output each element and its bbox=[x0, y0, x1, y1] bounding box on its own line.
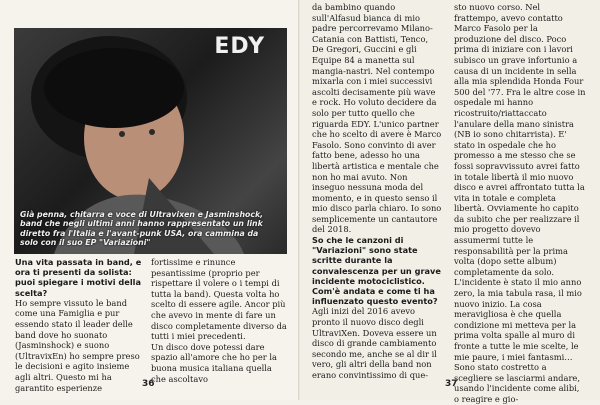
answer-paragraph-4: da bambino quando sull'Alfasud bianca di mio padre percorrevamo Milano-Catania con Battisti, Tenco, De Gregori, Guccini e gli Equipe 84 a manetta sul mangia-nastri. Nel contempo mixarla con i miei successivi ascolti decisamente più wave e rock. Ho voluto decidere da solo per tutto quello che riguarda EDY. L'unico partner che ho scelto di avere è Marco Fasolo. Sono convinto di aver fatto bene, adesso ho una libertà artistica e mentale che non ho mai avuto. Non inseguo nessuna moda del momento, e in questo senso il mio disco parla chiaro. Io sono semplicemente un cantautore del 2018. bbox=[312, 2, 442, 235]
column-2 bbox=[151, 257, 287, 384]
interview-question-2: So che le canzoni di "Variazioni" sono state scritte durante la convalescenza per un grave incidente motociclistico. Com'è andata e come ti ha influenzato questo evento? bbox=[312, 235, 441, 307]
answer-paragraph-7: L'incidente è stato il mio anno zero, la mia tabula rasa, il mio nuovo inizio. La cosa meravigliosa è che quella condizione mi metteva per la prima volta spalle al muro di fronte a tutte le mie scelte, le mie paure, i miei fantasmi… Sono stato costretto a scegliere se lasciarmi andare, usando l'incidente come alibi, o reagire e gio- bbox=[454, 277, 582, 404]
right-page bbox=[300, 0, 600, 404]
page-number-left: 36 bbox=[142, 379, 155, 389]
answer-paragraph-2: fortissime e rinunce pesantissime (proprio per rispettare il volere o i tempi di tutta la band). Questa volta ho scelto di essere agile. Ancor più che avevo in mente di fare un disco completamente diverso da tutti i miei precedenti. bbox=[151, 257, 287, 342]
answer-paragraph-6: sto nuovo corso. Nel frattempo, avevo contatto Marco Fasolo per la produzione del disco. Poco prima di iniziare con i lavori subisco un grave infortunio a causa di un incidente in sella alla mia splendida Honda Four 500 del '77. Fra le altre cose in ospedale mi hanno ricostruito/riattaccato l'anulare della mano sinistra (NB io sono chitarrista). E' stato in ospedale che ho promesso a me stesso che se fossi sopravvissuto avrei fatto in totale libertà il mio nuovo disco e avrei affrontato tutta la vita in totale e completa libertà. Ovviamente ho capito da subito che per realizzare il mio progetto dovevo assumermi tutte le responsabilità per la prima volta (dopo sette album) completamente da solo. bbox=[454, 2, 586, 277]
answer-paragraph-5: Agli inizi del 2016 avevo pronto il nuovo disco degli UltraviXen. Doveva essere un disco di grande cambiamento secondo me, anche se al dir il vero, gli altri della band non erano convintissimo di que- bbox=[312, 306, 437, 381]
answer-paragraph-3: Un disco dove potessi dare spazio all'amore che ho per la buona musica italiana quella che ascoltavo bbox=[151, 341, 277, 384]
left-page bbox=[0, 0, 300, 400]
interview-question-1: Una vita passata in band, e ora ti presenti da solista: puoi spiegare i motivi della scelta? bbox=[15, 257, 142, 298]
column-4 bbox=[454, 2, 586, 405]
artist-photo bbox=[14, 28, 287, 254]
photo-caption: Già penna, chitarra e voce di Ultravixen e Jasminshock, band che negli ultimi anni hanno rappresentato un link diretto fra l'Italia e l'avant-punk USA, ora cammina da solo con il suo EP "Variazioni" bbox=[20, 209, 264, 248]
page-number-right: 37 bbox=[445, 379, 458, 389]
answer-paragraph-1: Ho sempre vissuto le band come una Famiglia e pur essendo stato il leader delle band dove ho suonato (Jasminshock) e suono (UltravixEn) ho sempre preso le decisioni e agito insieme agli altri. Questo mi ha garantito esperienze bbox=[15, 297, 140, 393]
artist-name-title: EDY bbox=[214, 34, 265, 59]
column-1 bbox=[15, 257, 143, 393]
column-3 bbox=[312, 2, 442, 381]
